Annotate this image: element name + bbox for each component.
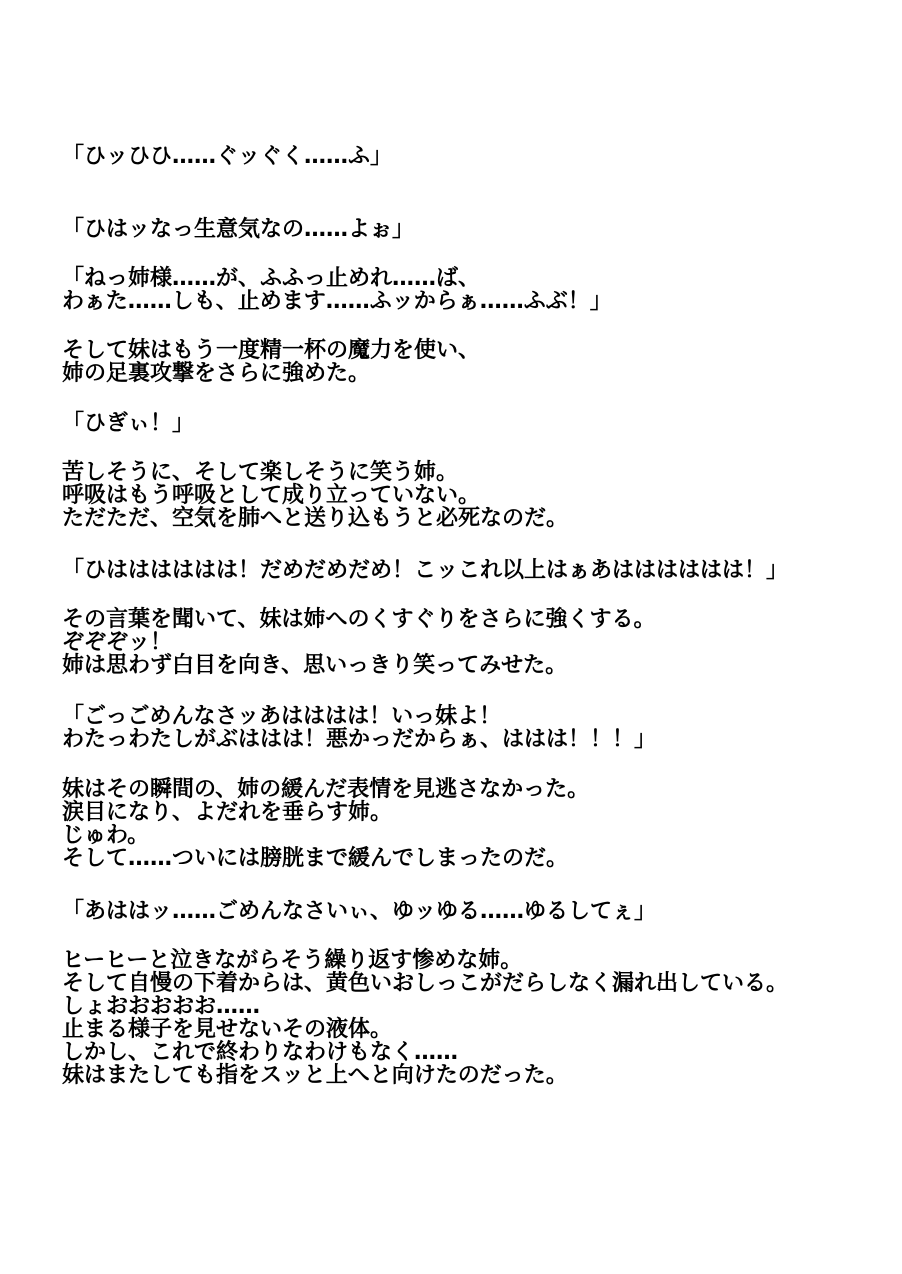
paragraph-3 xyxy=(62,267,612,313)
paragraph-12 xyxy=(62,949,788,1087)
paragraph-5 xyxy=(62,412,194,435)
paragraph-6 xyxy=(62,461,568,530)
narration-line: 妹はまたしても指をスッと上へと向けたのだった。 xyxy=(62,1063,568,1088)
narration-line: 妹はその瞬間の、姉の緩んだ表情を見逃さなかった。 xyxy=(62,777,590,802)
dialogue-line: わたっわたしがぶははは！悪かっだからぁ、ははは！！！」 xyxy=(62,727,657,752)
paragraph-8 xyxy=(62,608,656,677)
narration-line: そして妹はもう一度精一杯の魔力を使い、 xyxy=(62,338,481,363)
dialogue-line: 「あははッ……ごめんなさいぃ、ゆッゆる……ゆるしてぇ」 xyxy=(62,899,657,924)
narration-line: しょおおおおお…… xyxy=(62,994,261,1019)
dialogue-line: 「ひぎぃ！」 xyxy=(62,411,195,436)
narration-line: 苦しそうに、そして楽しそうに笑う姉。 xyxy=(62,460,459,485)
paragraph-7 xyxy=(62,559,788,582)
narration-line: ただただ、空気を肺へと送り込もうと必死なのだ。 xyxy=(62,506,569,531)
narration-line: ヒーヒーと泣きながらそう繰り返す惨めな姉。 xyxy=(62,948,523,973)
narration-line: 姉は思わず白目を向き、思いっきり笑ってみせた。 xyxy=(62,653,568,678)
narration-line: その言葉を聞いて、妹は姉へのくすぐりをさらに強くする。 xyxy=(62,607,656,632)
narration-line: そして自慢の下着からは、黄色いおしっこがだらしなく漏れ出している。 xyxy=(62,971,789,996)
narration-line: ぞぞぞッ！ xyxy=(62,630,173,655)
narration-line: そして……ついには膀胱まで緩んでしまったのだ。 xyxy=(62,846,569,871)
dialogue-line: 「ひはッなっ生意気なの……よぉ」 xyxy=(62,217,415,242)
dialogue-line: わぁた……しも、止めます……ふッからぁ……ふぶ！」 xyxy=(62,289,612,314)
narration-line: しかし、これで終わりなわけもなく…… xyxy=(62,1040,459,1065)
paragraph-2 xyxy=(62,218,414,241)
paragraph-1 xyxy=(62,145,392,168)
narration-line: 涙目になり、よだれを垂らす姉。 xyxy=(62,800,393,825)
narration-line: 止まる様子を見せないその液体。 xyxy=(62,1017,393,1042)
narration-line: じゅわ。 xyxy=(62,823,150,848)
paragraph-11 xyxy=(62,900,656,923)
narration-line: 呼吸はもう呼吸として成り立っていない。 xyxy=(62,483,481,508)
dialogue-line: 「ひはははははは！だめだめだめ！こッこれ以上はぁあはははははは！」 xyxy=(62,558,789,583)
paragraph-9 xyxy=(62,705,656,751)
paragraph-10 xyxy=(62,778,589,870)
paragraph-4 xyxy=(62,339,480,385)
dialogue-line: 「ねっ姉様……が、ふふっ止めれ……ば、 xyxy=(62,266,481,291)
narration-line: 姉の足裏攻撃をさらに強めた。 xyxy=(62,361,371,386)
dialogue-line: 「ひッひひ……ぐッぐく……ふ」 xyxy=(62,144,393,169)
dialogue-line: 「ごっごめんなさッあはははは！いっ妹よ！ xyxy=(62,704,502,729)
